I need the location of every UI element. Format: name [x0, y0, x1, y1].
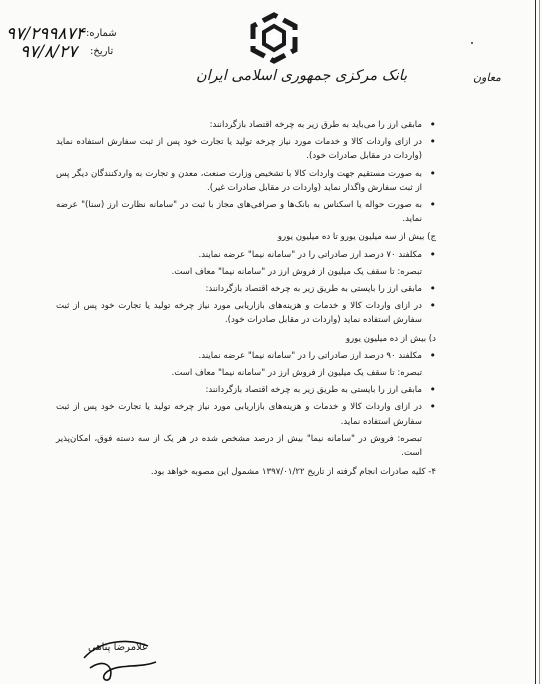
list-item: • مابقی ارز را می‌باید به طرق زیر به چرخه اقتصاد بازگردانند:	[56, 118, 436, 132]
deputy-label: معاون	[473, 71, 501, 84]
list-item: • به صورت مستقیم جهت واردات کالا با تشخیص وزارت صنعت، معدن و تجارت به واردکنندگان دیگر پس از ثبت سفارش واگذار نماید (واردات در مقابل صادرات غیر).	[56, 167, 436, 195]
date-value: ۹۷/۸/۲۷	[20, 42, 78, 62]
signatory-name: غلامرضا پناهی	[88, 642, 148, 653]
list-item: • در ازای واردات کالا و خدمات مورد نیاز چرخه تولید یا تجارت خود پس از ثبت سفارش استفاده نماید (واردات در مقابل صادرات خود).	[56, 135, 436, 163]
number-label: شماره:	[86, 28, 117, 39]
date-label: تاریخ:	[90, 46, 114, 57]
list-item: • مکلفند ۷۰ درصد ارز صادراتی را در "سامانه نیما" عرضه نمایند.	[56, 248, 436, 262]
page-edge-line-secondary	[539, 0, 540, 684]
section-heading-c: ج) بیش از سه میلیون یورو تا ده میلیون یورو	[277, 232, 436, 243]
central-bank-logo-icon	[248, 12, 300, 64]
list-item: • در ازای واردات کالا و خدمات و هزینه‌های بازاریابی مورد نیاز چرخه تولید یا تجارت خود پس از ثبت سفارش استفاده نماید.	[56, 400, 436, 428]
note-text: تبصره: فروش در "سامانه نیما" بیش از درصد مشخص شده در هر یک از سه دسته فوق، امکان‌پذیر است.	[56, 433, 422, 459]
ink-dot	[471, 42, 473, 44]
list-item: • مابقی ارز را بایستی به طریق زیر به چرخه اقتصاد بازگردانند:	[56, 383, 436, 397]
note-text: تبصره: تا سقف یک میلیون از فروش ارز در "سامانه نیما" معاف است.	[171, 368, 422, 379]
list-item: • مابقی ارز را بایستی به طریق زیر به چرخه اقتصاد بازگردانند:	[56, 282, 436, 296]
list-item: • مکلفند ۹۰ درصد ارز صادراتی را در "سامانه نیما" عرضه نمایند.	[56, 349, 436, 363]
signature-scribble-icon	[70, 628, 180, 684]
closing-item: ۴- کلیه صادرات انجام گرفته از تاریخ ۱۳۹۷/۰۱/۲۲ مشمول این مصوبه خواهد بود.	[150, 467, 436, 478]
list-item: • به صورت حواله یا اسکناس به بانک‌ها و صرافی‌های مجاز با ثبت در "سامانه نظارت ارز (سنا)" عرضه نماید.	[56, 198, 436, 226]
letter-body	[56, 118, 436, 482]
bank-name-header: بانک مرکزی جمهوری اسلامی ایران	[196, 68, 408, 84]
number-value: ۹۷/۲۹۹۸۷۴	[6, 24, 85, 44]
note-text: تبصره: تا سقف یک میلیون از فروش ارز در "سامانه نیما" معاف است.	[171, 266, 422, 277]
list-item: • در ازای واردات کالا و خدمات و هزینه‌های بازاریابی مورد نیاز چرخه تولید یا تجارت خود پس از ثبت سفارش استفاده نماید (واردات در مقابل صادرات خود).	[56, 299, 436, 327]
page-edge-line	[535, 0, 536, 684]
section-heading-d: د) بیش از ده میلیون یورو	[345, 333, 436, 344]
